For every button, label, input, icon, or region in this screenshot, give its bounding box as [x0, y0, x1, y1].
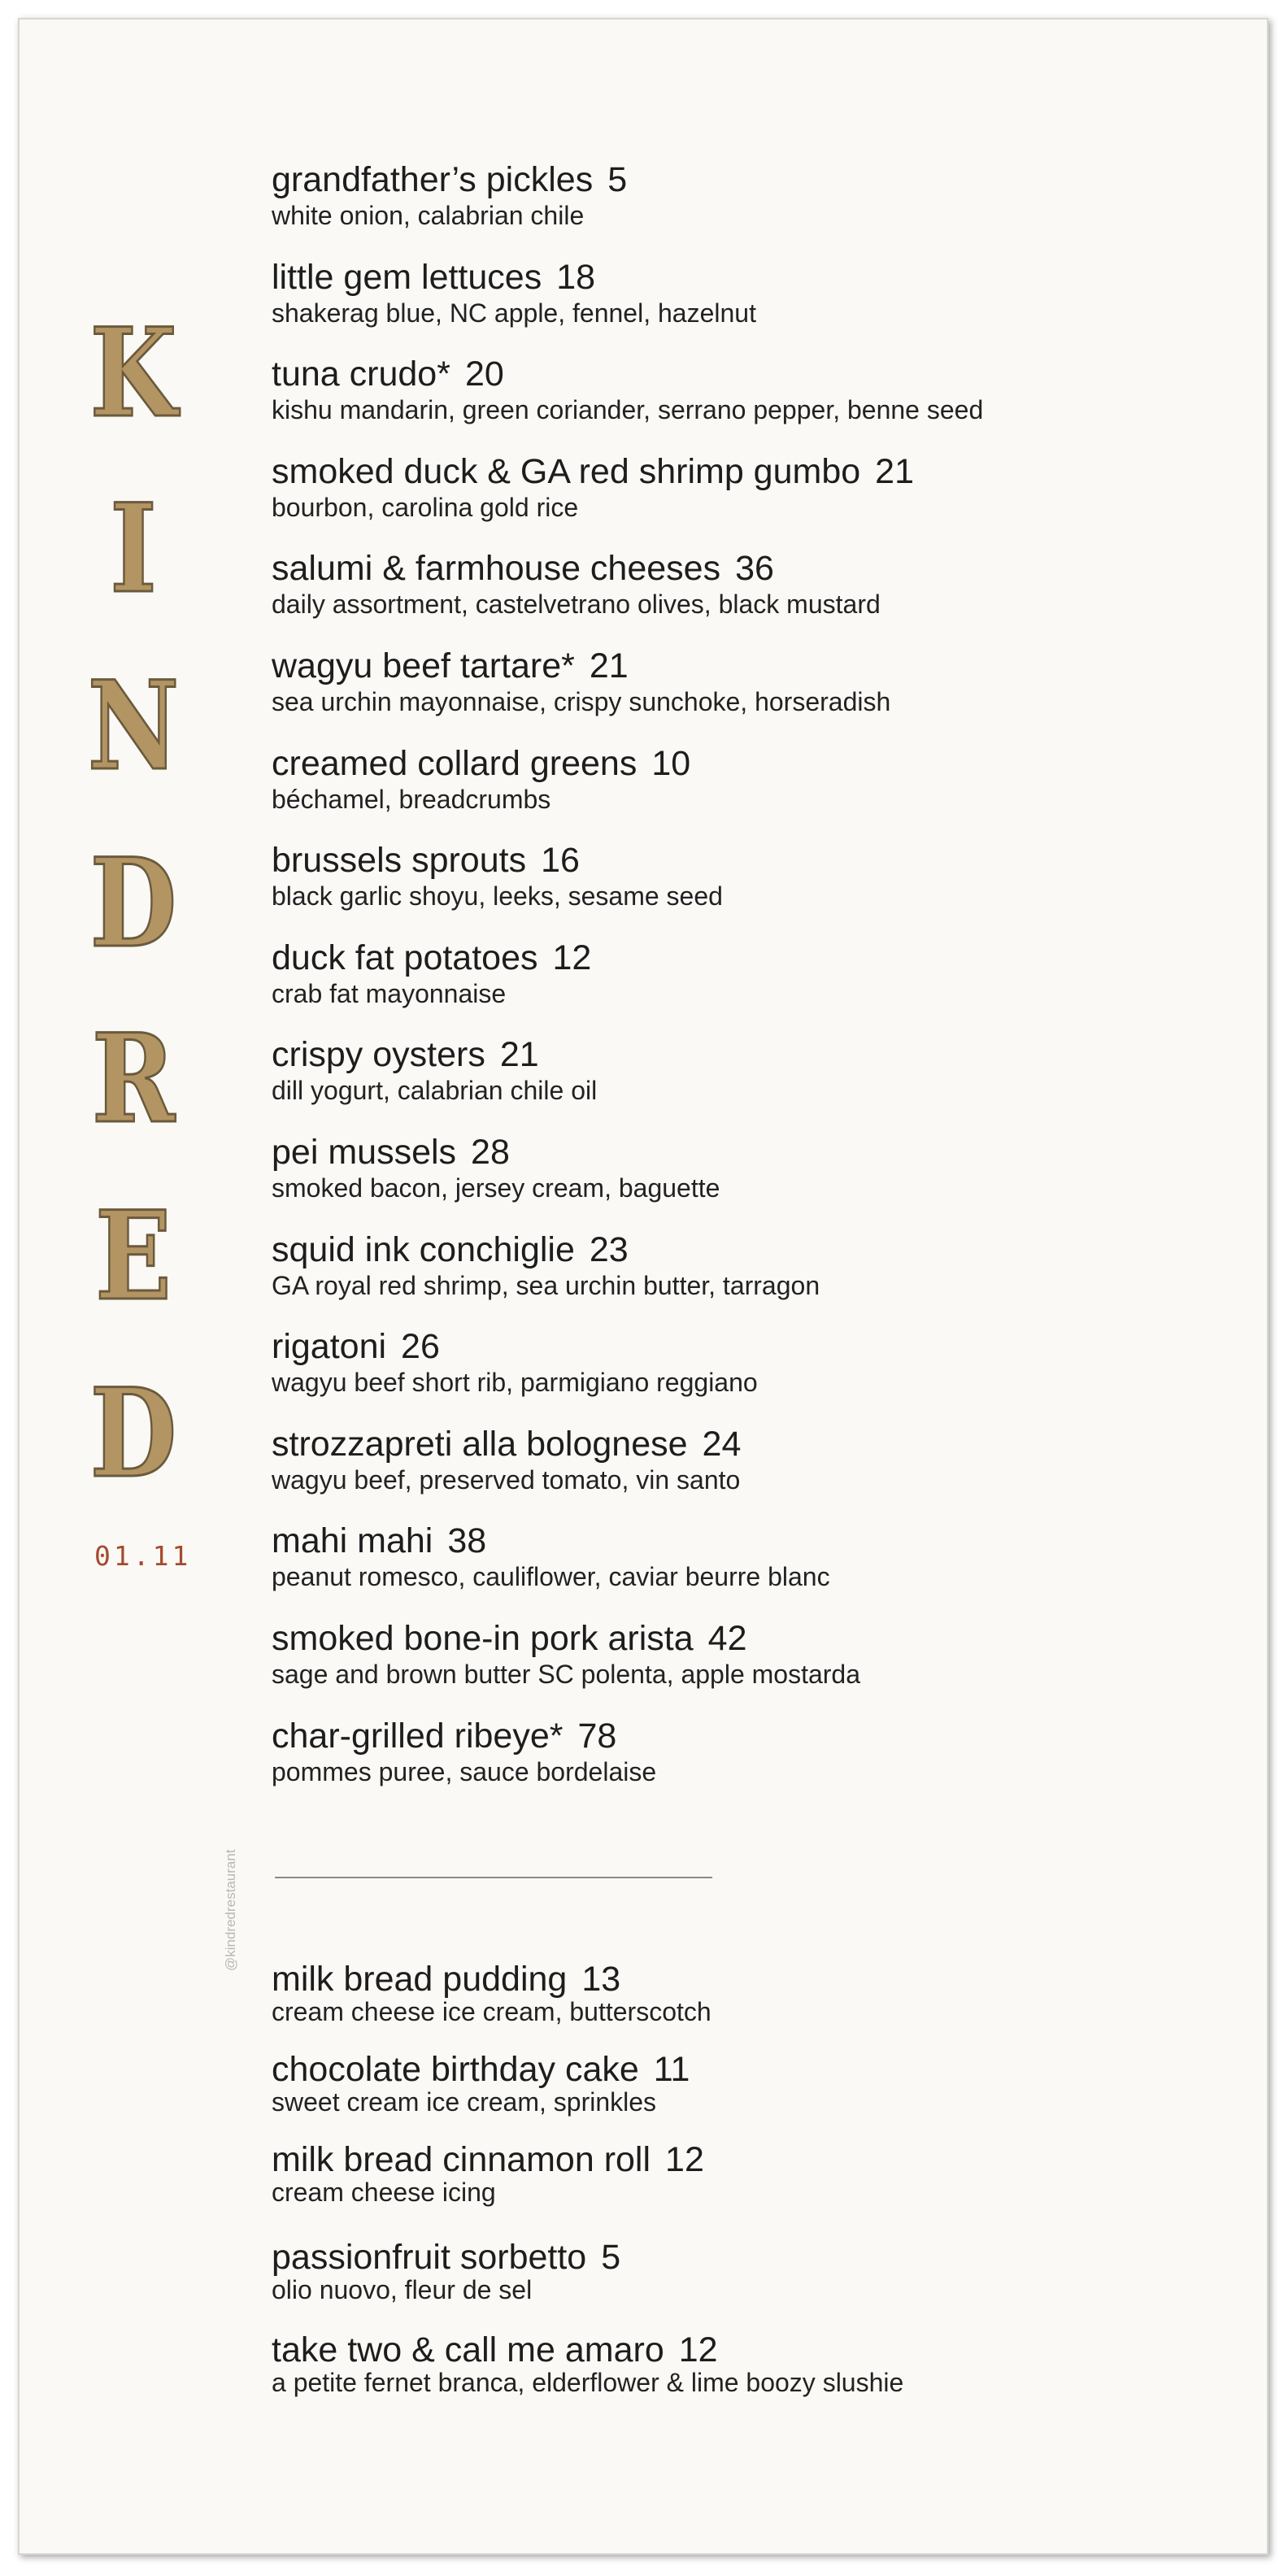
dessert-item: [272, 1961, 1247, 2052]
logo-letter: R: [91, 1007, 176, 1151]
item-name: creamed collard greens: [272, 743, 637, 783]
item-price: 78: [577, 1716, 617, 1756]
item-name: little gem lettuces: [272, 257, 542, 297]
item-price: 5: [607, 160, 628, 199]
section-divider: [275, 1877, 712, 1878]
menu-item: [272, 1034, 1247, 1132]
item-price: 13: [581, 1960, 621, 1999]
item-description: shakerag blue, NC apple, fennel, hazelnut: [272, 298, 756, 328]
item-price: 42: [707, 1618, 747, 1658]
menu-item: [272, 159, 1247, 257]
logo-letter: D: [89, 832, 177, 975]
menu-item: [272, 840, 1247, 938]
item-name: chocolate birthday cake: [272, 2050, 639, 2089]
menu-page: [18, 18, 1268, 2555]
item-name: milk bread cinnamon roll: [272, 2140, 651, 2179]
social-handle: @kindredrestaurant: [223, 1849, 238, 1971]
menu-item: [272, 646, 1247, 743]
menu-item: [272, 1424, 1247, 1521]
item-name: pei mussels: [272, 1132, 457, 1172]
item-price: 21: [589, 646, 629, 685]
item-description: dill yogurt, calabrian chile oil: [272, 1076, 598, 1106]
logo-letter: E: [95, 1185, 172, 1328]
menu-item: [272, 743, 1247, 841]
item-description: smoked bacon, jersey cream, baguette: [272, 1173, 720, 1203]
dessert-item: [272, 2332, 1247, 2422]
item-description: white onion, calabrian chile: [272, 201, 585, 230]
item-name: milk bread pudding: [272, 1960, 568, 1999]
item-name: take two & call me amaro: [272, 2330, 664, 2369]
item-name: crispy oysters: [272, 1035, 485, 1075]
item-price: 20: [464, 355, 504, 394]
item-price: 28: [471, 1132, 510, 1172]
item-description: sage and brown butter SC polenta, apple mostarda: [272, 1659, 861, 1689]
menu-item: [272, 1229, 1247, 1327]
item-price: 18: [556, 257, 596, 297]
item-price: 36: [735, 549, 774, 589]
item-name: duck fat potatoes: [272, 938, 538, 977]
item-price: 26: [401, 1327, 440, 1367]
item-price: 12: [665, 2140, 704, 2179]
item-name: passionfruit sorbetto: [272, 2238, 587, 2277]
item-description: olio nuovo, fleur de sel: [272, 2275, 533, 2304]
logo-letter: K: [89, 302, 177, 445]
item-name: brussels sprouts: [272, 841, 527, 881]
item-price: 21: [499, 1035, 539, 1075]
item-description: sweet cream ice cream, sprinkles: [272, 2087, 657, 2117]
item-price: 24: [702, 1424, 742, 1464]
item-price: 10: [651, 743, 691, 783]
item-name: squid ink conchiglie: [272, 1229, 575, 1269]
menu-item: [272, 938, 1247, 1035]
item-price: 16: [541, 841, 580, 881]
item-name: rigatoni: [272, 1327, 387, 1367]
menu-item: [272, 1132, 1247, 1229]
item-description: a petite fernet branca, elderflower & lime boozy slushie: [272, 2368, 904, 2397]
item-description: wagyu beef, preserved tomato, vin santo: [272, 1464, 741, 1495]
item-description: cream cheese icing: [272, 2178, 496, 2207]
item-description: daily assortment, castelvetrano olives, black mustard: [272, 590, 881, 620]
menu-item: [272, 451, 1247, 549]
menu-item: [272, 1716, 1247, 1813]
item-price: 12: [678, 2330, 718, 2369]
logo-letter: D: [89, 1362, 177, 1505]
item-price: 21: [875, 451, 914, 491]
item-description: peanut romesco, cauliflower, caviar beurre blanc: [272, 1562, 830, 1592]
item-description: cream cheese ice cream, butterscotch: [272, 1997, 711, 2026]
item-price: 38: [447, 1521, 487, 1561]
dessert-item: [272, 2052, 1247, 2142]
logo-letter: N: [87, 655, 180, 798]
item-name: char-grilled ribeye*: [272, 1716, 564, 1756]
logo-letter: I: [110, 477, 157, 620]
menu-item: [272, 548, 1247, 646]
menu-item: [272, 1326, 1247, 1424]
menu-item: [272, 354, 1247, 451]
item-name: grandfather’s pickles: [272, 160, 594, 199]
item-description: sea urchin mayonnaise, crispy sunchoke, horseradish: [272, 686, 891, 716]
menu-item: [272, 1521, 1247, 1618]
item-price: 5: [601, 2238, 621, 2277]
desserts-list: [272, 1961, 1247, 2422]
item-name: smoked bone-in pork arista: [272, 1618, 694, 1658]
item-price: 11: [653, 2050, 690, 2089]
item-name: smoked duck & GA red shrimp gumbo: [272, 451, 861, 491]
item-price: 23: [589, 1229, 629, 1269]
item-price: 12: [552, 938, 592, 977]
item-description: kishu mandarin, green coriander, serrano pepper, benne seed: [272, 395, 984, 425]
dessert-item: [272, 2239, 1247, 2332]
item-name: strozzapreti alla bolognese: [272, 1424, 688, 1464]
mains-list: [272, 159, 1247, 1812]
item-name: wagyu beef tartare*: [272, 646, 575, 685]
item-description: crab fat mayonnaise: [272, 978, 507, 1008]
item-description: black garlic shoyu, leeks, sesame seed: [272, 881, 723, 912]
item-description: wagyu beef short rib, parmigiano reggiano: [272, 1368, 758, 1398]
menu-item: [272, 257, 1247, 355]
item-description: pommes puree, sauce bordelaise: [272, 1756, 657, 1786]
item-description: béchamel, breadcrumbs: [272, 784, 551, 814]
item-description: bourbon, carolina gold rice: [272, 492, 579, 522]
item-name: salumi & farmhouse cheeses: [272, 549, 721, 589]
item-name: mahi mahi: [272, 1521, 433, 1561]
dessert-item: [272, 2142, 1247, 2239]
item-name: tuna crudo*: [272, 355, 450, 394]
menu-item: [272, 1618, 1247, 1716]
item-description: GA royal red shrimp, sea urchin butter, tarragon: [272, 1270, 820, 1300]
menu-date: 01.11: [94, 1540, 192, 1572]
